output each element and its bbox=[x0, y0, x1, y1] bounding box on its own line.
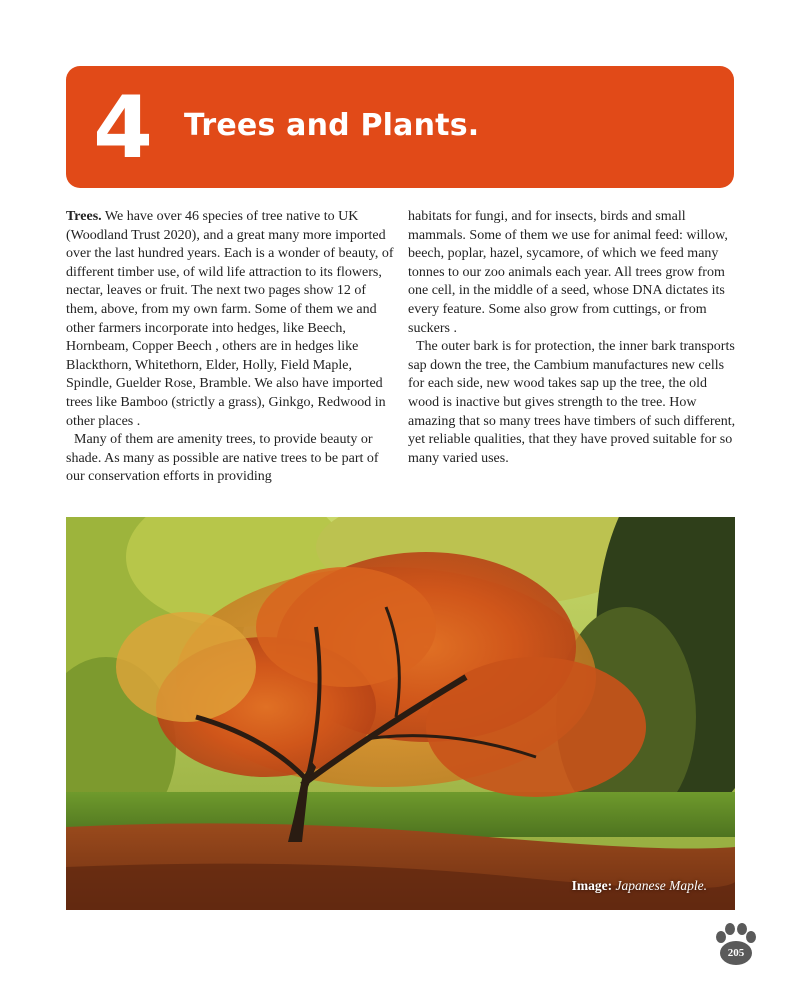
left-column bbox=[66, 208, 398, 487]
paw-print-icon bbox=[712, 922, 760, 966]
chapter-number: 4 bbox=[93, 78, 153, 178]
caption-text: Japanese Maple. bbox=[615, 878, 707, 893]
maple-tree-illustration bbox=[66, 517, 735, 910]
left-paragraph-1-text: We have over 46 species of tree native to UK (Woodland Trust 2020), and a great many more imported over the last hundred years. Each is a wonder of beauty, of different timber use, of wild life attraction to its flowers, nectar, leaves or fruit. The next two pages show 12 of them, above, from my own farm. Some of them we and other farmers incorporate into hedges, like Beech, Hornbeam, Copper Beech , others are in hedges like Blackthorn, Whitethorn, Elder, Holly, Field Maple, Spindle, Guelder Rose, Bramble. We also have imported trees like Bamboo (strictly a grass), Ginkgo, Redwood in other places . bbox=[66, 209, 394, 429]
lead-word: Trees. bbox=[66, 209, 102, 224]
right-paragraph-1: habitats for fungi, and for insects, birds and small mammals. Some of them we use for animal feed: willow, beech, poplar, hazel, sycamore, of which we feed many tonnes to our zoo animals each year. All trees grow from one cell, in the middle of a seed, whose DNA dictates its every feature. Some also grow from cuttings, or from suckers . bbox=[408, 209, 728, 336]
japanese-maple-photo bbox=[66, 517, 735, 910]
caption-label: Image: bbox=[571, 878, 613, 893]
left-paragraph-1 bbox=[66, 208, 398, 431]
left-paragraph-2: Many of them are amenity trees, to provide beauty or shade. As many as possible are native trees to be part of our conservation efforts in providing bbox=[66, 432, 379, 485]
right-column bbox=[408, 208, 738, 468]
photo-caption bbox=[572, 878, 707, 894]
page-number: 205 bbox=[727, 947, 745, 959]
chapter-title: Trees and Plants. bbox=[184, 108, 480, 143]
right-paragraph-2: The outer bark is for protection, the inner bark transports sap down the tree, the Cambium manufactures new cells for each side, new wood takes sap up the tree, the old wood is inactive but gives strength to the tree. How amazing that so many trees have timbers of such different, yet reliable qualities, that they have proved suitable for so many varied uses. bbox=[408, 339, 736, 466]
